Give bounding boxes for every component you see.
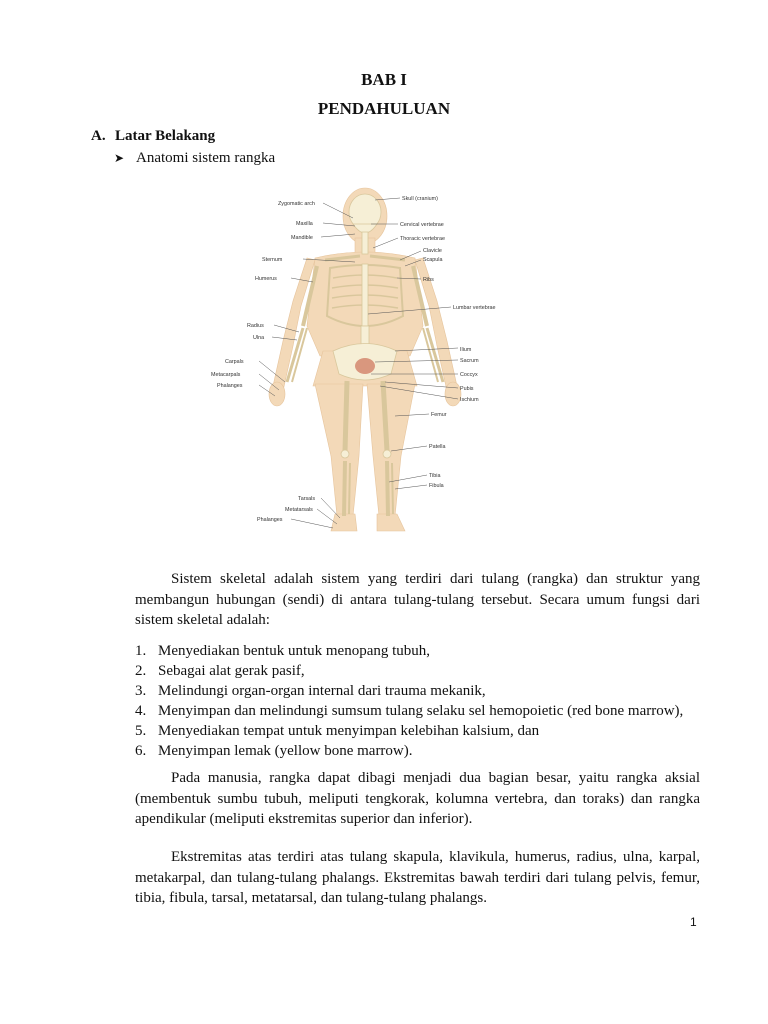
list-item-text: Menyimpan lemak (yellow bone marrow). <box>158 743 413 759</box>
label-radius: Radius <box>247 323 264 329</box>
functions-list <box>135 641 700 761</box>
label-sternum: Sternum <box>262 257 283 263</box>
label-tarsals: Tarsals <box>298 496 316 502</box>
list-item-number: 3. <box>135 683 147 699</box>
section-heading <box>91 128 215 145</box>
label-ilium: Ilium <box>460 347 472 353</box>
label-lumbar: Lumbar vertebrae <box>453 305 496 311</box>
page-number: 1 <box>690 915 697 929</box>
label-zygomatic: Zygomatic arch <box>278 201 315 207</box>
list-item-text: Menyediakan tempat untuk menyimpan kelebihan kalsium, dan <box>158 723 540 739</box>
label-pubis: Pubis <box>460 386 474 392</box>
label-phalanges-foot: Phalanges <box>257 517 283 523</box>
list-item <box>135 741 700 761</box>
skeleton-illustration <box>205 186 535 556</box>
label-femur: Femur <box>431 412 447 418</box>
list-item-number: 6. <box>135 743 147 759</box>
label-carpals: Carpals <box>225 359 244 365</box>
bullet-text: Anatomi sistem rangka <box>136 150 276 166</box>
chapter-number: BAB I <box>361 70 407 89</box>
label-maxilla: Maxilla <box>296 221 313 227</box>
label-scapula: Scapula <box>423 257 443 263</box>
list-item <box>135 701 700 721</box>
label-ischium: Ischium <box>460 397 479 403</box>
list-item <box>135 641 700 661</box>
label-tibia: Tibia <box>429 473 441 479</box>
label-metatarsals: Metatarsals <box>285 507 313 513</box>
list-item-number: 4. <box>135 703 147 719</box>
label-thoracic: Thoracic vertebrae <box>400 236 445 242</box>
label-ribs: Ribs <box>423 277 434 283</box>
chapter-title: PENDAHULUAN <box>317 99 451 118</box>
label-patella: Patella <box>429 444 446 450</box>
label-humerus: Humerus <box>255 276 277 282</box>
label-metacarpals: Metacarpals <box>211 372 241 378</box>
skeleton-bones <box>287 194 446 516</box>
section-letter: A. <box>91 128 106 144</box>
label-coccyx: Coccyx <box>460 372 478 378</box>
list-item-number: 5. <box>135 723 147 739</box>
list-item-number: 1. <box>135 643 147 659</box>
arrow-bullet-icon: ➤ <box>114 151 125 165</box>
list-item-text: Menyimpan dan melindungi sumsum tulang selaku sel hemopoietic (red bone marrow), <box>158 703 684 719</box>
label-cervical: Cervical vertebrae <box>400 222 444 228</box>
skeleton-figure <box>205 186 535 556</box>
section-title: Latar Belakang <box>115 128 216 144</box>
label-skull: Skull (cranium) <box>402 196 438 202</box>
list-item-number: 2. <box>135 663 147 679</box>
label-mandible: Mandible <box>291 235 313 241</box>
paragraph-axial-appendicular: Pada manusia, rangka dapat dibagi menjadi dua bagian besar, yaitu rangka aksial (membentuk sumbu tubuh, meliputi tengkorak, kolumna vertebra, dan toraks) dan rangka apendikular (meliputi ekstremitas superior dan inferior). <box>135 770 700 827</box>
list-item-text: Melindungi organ-organ internal dari trauma mekanik, <box>158 683 486 699</box>
label-phalanges-hand: Phalanges <box>217 383 243 389</box>
list-item-text: Sebagai alat gerak pasif, <box>158 663 305 679</box>
list-item <box>135 661 700 681</box>
label-clavicle: Clavicle <box>423 248 442 254</box>
bullet-item <box>114 150 275 167</box>
list-item-text: Menyediakan bentuk untuk menopang tubuh, <box>158 643 431 659</box>
paragraph-intro: Sistem skeletal adalah sistem yang terdiri dari tulang (rangka) dan struktur yang membangun hubungan (sendi) di antara tulang-tulang tersebut. Secara umum fungsi dari sistem skeletal adalah: <box>135 571 700 628</box>
paragraph-extremities: Ekstremitas atas terdiri atas tulang skapula, klavikula, humerus, radius, ulna, karpal, metakarpal, dan tulang-tulang phalangs. Ekstremitas bawah terdiri dari tulang pelvis, femur, tibia, fibula, tarsal, metatarsal, dan tulang-tulang phalangs. <box>135 849 700 906</box>
label-sacrum: Sacrum <box>460 358 479 364</box>
label-ulna: Ulna <box>253 335 265 341</box>
list-item <box>135 681 700 701</box>
list-item <box>135 721 700 741</box>
label-fibula: Fibula <box>429 483 444 489</box>
